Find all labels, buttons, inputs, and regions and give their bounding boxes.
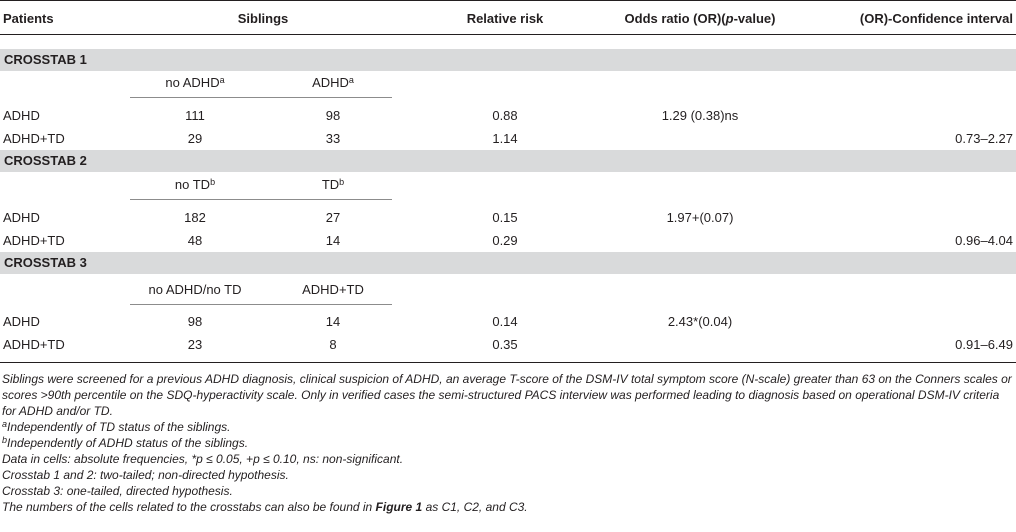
- cell-value: 33: [325, 131, 341, 146]
- cell-value: 23: [187, 337, 203, 352]
- bottom-rule: [0, 362, 1016, 363]
- cell-value: 98: [325, 108, 341, 123]
- crosstab2-col1-label: no $TD^b$: [174, 177, 216, 192]
- footnote-crosstab-1-2: Crosstab 1 and 2: two-tailed; non-directed hypothesis.: [2, 468, 289, 482]
- footnote-b: $^b$Independently of ADHD status of the siblings.: [2, 435, 249, 450]
- header-patients: Patients: [3, 11, 54, 26]
- footnote-data-note: Data in cells: absolute frequencies, *p ≤ 0.05, +p ≤ 0.10, ns: non-significant.: [2, 452, 404, 466]
- crosstab3-band: [0, 252, 1016, 274]
- cell-relative-risk: 0.35: [492, 337, 518, 352]
- cell-relative-risk: 1.14: [492, 131, 518, 146]
- cell-relative-risk: 0.15: [492, 210, 518, 225]
- row-label: ADHD: [3, 108, 40, 123]
- crosstab3-col2-label: ADHD+TD: [302, 282, 364, 297]
- row-label: ADHD: [3, 314, 40, 329]
- cell-value: 8: [329, 337, 337, 352]
- crosstab1-col1-label: no ADHD$^a$: [165, 75, 225, 90]
- table-footnotes: [2, 371, 1014, 515]
- crosstab2-subheader-rule: [130, 199, 392, 200]
- footnote-crosstab-3: Crosstab 3: one-tailed, directed hypothesis.: [2, 484, 233, 498]
- crosstab2-col2-label: $TD^b$: [321, 177, 345, 192]
- cell-value: 182: [184, 210, 206, 225]
- cell-value: 14: [325, 233, 341, 248]
- cell-relative-risk: 0.14: [492, 314, 518, 329]
- cell-value: 14: [325, 314, 341, 329]
- cell-value: 111: [185, 108, 205, 123]
- row-label: ADHD+TD: [3, 233, 65, 248]
- row-label: ADHD+TD: [3, 131, 65, 146]
- crosstab1-subheader-rule: [130, 97, 392, 98]
- footnote-main: Siblings were screened for a previous ADHD diagnosis, clinical suspicion of ADHD, an average T-score of the DSM-IV total symptom score (N-scale) greater than 63 on the Conners scales or scores >90th percentile on the SDQ-hyperactivity scale. Only in verified cases the semi-structured PACS interview was performed leading to diagnosis based on operational DSM-IV criteria for ADHD and/or TD.: [2, 372, 1012, 418]
- row-label: ADHD: [3, 210, 40, 225]
- header-odds-ratio: Odds ratio (OR)(p-value): [624, 11, 776, 26]
- header-relative-risk: Relative risk: [466, 11, 544, 26]
- header-siblings: Siblings: [237, 11, 289, 26]
- cell-odds-ratio: 1.29 (0.38)ns: [661, 108, 739, 123]
- cell-relative-risk: 0.88: [492, 108, 518, 123]
- crosstab1-col2-label: ADHD$^a$: [312, 75, 354, 90]
- cell-odds-ratio: 2.43*(0.04): [667, 314, 733, 329]
- cell-confidence-interval: 0.73–2.27: [955, 131, 1013, 146]
- crosstab3-title: CROSSTAB 3: [4, 255, 87, 270]
- header-rule: [0, 34, 1016, 35]
- cell-value: 48: [187, 233, 203, 248]
- footnote-figure: The numbers of the cells related to the crosstabs can also be found in Figure 1 as C1, C2, and C3.: [2, 500, 528, 514]
- cell-value: 27: [325, 210, 341, 225]
- cell-value: 29: [187, 131, 203, 146]
- header-confidence-interval: (OR)-Confidence interval: [859, 11, 1013, 26]
- crosstab1-band: [0, 49, 1016, 71]
- crosstab2-title: CROSSTAB 2: [4, 153, 87, 168]
- crosstab3-col1-label: no ADHD/no TD: [148, 282, 242, 297]
- figure-1-link[interactable]: Figure 1: [375, 500, 423, 514]
- cell-relative-risk: 0.29: [492, 233, 518, 248]
- cell-value: 98: [187, 314, 203, 329]
- row-label: ADHD+TD: [3, 337, 65, 352]
- footnote-a: $^a$Independently of TD status of the siblings.: [2, 419, 231, 434]
- cell-confidence-interval: 0.96–4.04: [955, 233, 1013, 248]
- crosstab1-title: CROSSTAB 1: [4, 52, 87, 67]
- cell-confidence-interval: 0.91–6.49: [955, 337, 1013, 352]
- cell-odds-ratio: 1.97+(0.07): [666, 210, 734, 225]
- top-rule: [0, 0, 1016, 1]
- crosstab3-subheader-rule: [130, 304, 392, 305]
- crosstab2-band: [0, 150, 1016, 172]
